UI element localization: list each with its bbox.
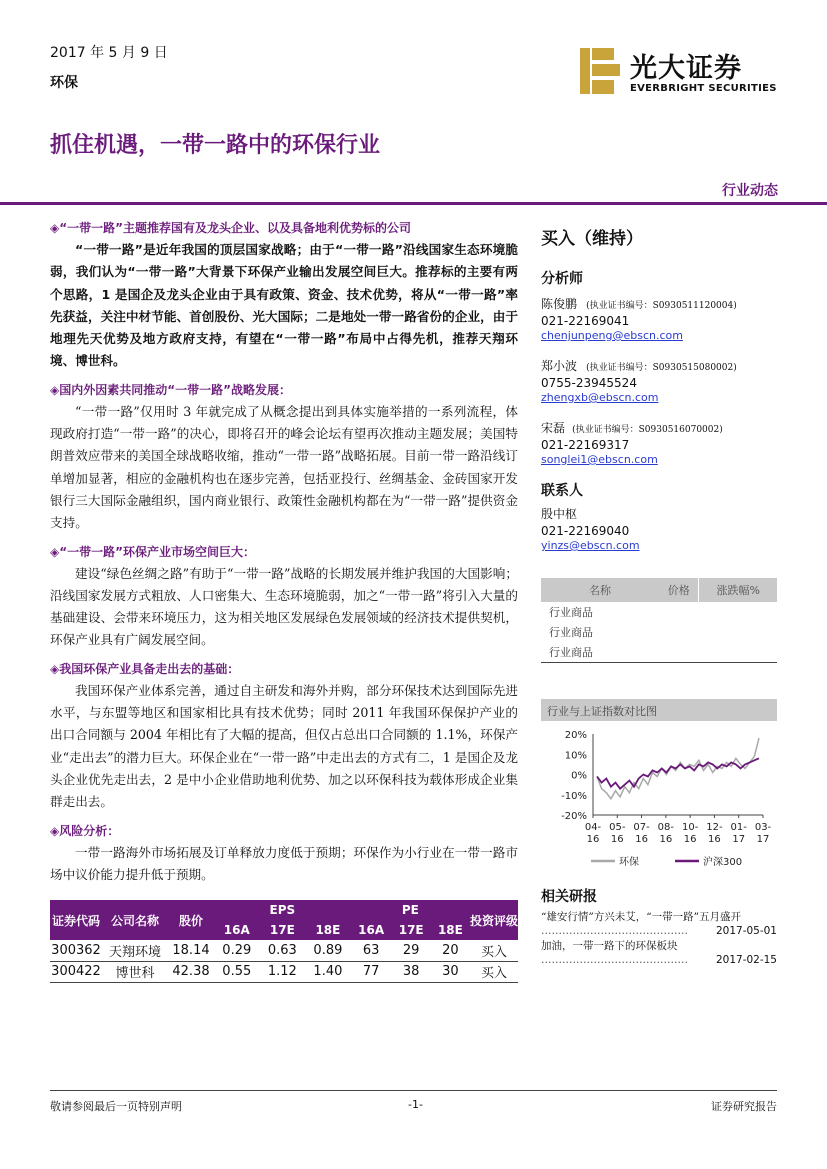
x-tick-label: 16 xyxy=(659,834,673,845)
x-tick-label: 16 xyxy=(708,834,721,845)
analyst-cert: (执业证书编号：S0930515080002) xyxy=(586,363,737,373)
x-tick-label: 16 xyxy=(610,834,624,845)
cell-code: 300362 xyxy=(50,940,102,961)
cell-value: 0.63 xyxy=(260,940,306,961)
analyst-cert: (执业证书编号：S0930511120004) xyxy=(586,301,737,311)
footer-disclaimer: 敬请参阅最后一页特别声明 xyxy=(50,1100,182,1113)
page-number: -1- xyxy=(408,1098,423,1111)
doc-type: 行业动态 xyxy=(722,183,778,199)
section-4-body: 我国环保产业体系完善，通过自主研发和海外并购，部分环保技术达到国际先进水平，与东盟等地区和国家相比具有技术优势；同时 2011 年我国环保保护产业的出口合同额与 2004 年相比有了大幅的提高，但仅占总出口合同额的 1.1%，环保产业“走出去”的潜力巨大。环保企业在“一带一路”中走出去的方式有二，1 是国企及龙头企业优先走出去，2 是中小企业借助地利优势、加之以环保科技为载体形成企业集群走出去。 xyxy=(50,682,518,810)
th-stock-price: 价格 xyxy=(659,578,699,602)
y-tick-label: 0% xyxy=(571,770,587,782)
y-tick-label: -10% xyxy=(561,790,587,802)
th-year: 17E xyxy=(260,920,306,940)
section-3-title: ◈“一带一路”环保产业市场空间巨大： xyxy=(50,544,256,559)
x-tick-label: 10- xyxy=(681,822,699,833)
th-rating: 投资评级 xyxy=(470,900,518,940)
page-title: 抓住机遇，一带一路中的环保行业 xyxy=(50,133,381,158)
header-divider xyxy=(0,202,827,205)
th-name: 公司名称 xyxy=(102,900,168,940)
cell-rating: 买入 xyxy=(470,961,518,982)
section-2-body: “一带一路”仅用时 3 年就完成了从概念提出到具体实施举措的一系列流程，体现政府打造“一带一路”的决心，即将召开的峰会论坛有望再次推动主题发展；美国特朗普效应带来的美国全球战略收缩，推动“一带一路”战略拓展。目前一带一路沿线订单增加显著，相应的金融机构也在逐步完善，包括亚投行、丝绸基金、金砖国家开发银行三大国际金融组织，国内商业银行、政策性金融机构都在为“一带一路”提供资金支持。 xyxy=(50,403,518,531)
stock-row-name: 行业商品 xyxy=(549,606,593,619)
cell-code: 300422 xyxy=(50,961,102,982)
cell-value: 1.12 xyxy=(260,961,306,982)
contact-name: 殷中枢 xyxy=(541,507,578,521)
cell-value: 38 xyxy=(392,961,431,982)
cell-value: 0.29 xyxy=(214,940,260,961)
main-column xyxy=(50,219,518,886)
rating: 买入（维持） xyxy=(541,229,643,249)
stock-price-table xyxy=(541,578,777,663)
x-tick-label: 05- xyxy=(609,822,626,833)
x-tick-label: 12- xyxy=(706,822,723,833)
contact-title: 联系人 xyxy=(541,483,583,499)
analyst-email[interactable]: zhengxb@ebscn.com xyxy=(541,391,659,404)
cell-value: 30 xyxy=(431,961,470,982)
x-tick-label: 16 xyxy=(635,834,648,845)
cell-value: 29 xyxy=(392,940,431,961)
analyst-name: 郑小波 xyxy=(541,359,578,373)
stock-row-name: 行业商品 xyxy=(549,645,593,659)
x-tick-label: 16 xyxy=(683,834,697,845)
cell-rating: 买入 xyxy=(470,940,518,961)
table-row xyxy=(541,642,777,662)
table-row xyxy=(541,602,777,622)
y-tick-label: 10% xyxy=(564,750,587,762)
cell-value: 77 xyxy=(351,961,392,982)
leader-dots: …………………………………… xyxy=(541,925,688,937)
related-item-title[interactable]: “雄安行情”方兴未艾，“一带一路”五月盛开 xyxy=(541,911,741,923)
cell-value: 1.40 xyxy=(305,961,351,982)
contact-email[interactable]: yinzs@ebscn.com xyxy=(541,539,640,552)
analyst-entry xyxy=(541,355,777,404)
analysts-block xyxy=(541,268,777,552)
x-tick-label: 07- xyxy=(633,822,650,833)
analyst-cert: (执业证书编号：S0930516070002) xyxy=(572,425,723,435)
x-tick-label: 03- xyxy=(754,822,772,833)
cell-value: 63 xyxy=(351,940,392,961)
analyst-phone: 0755-23945524 xyxy=(541,376,637,390)
legend-label: 沪深300 xyxy=(703,857,743,868)
cell-price: 18.14 xyxy=(168,940,214,961)
cell-value: 20 xyxy=(431,940,470,961)
analyst-name: 陈俊鹏 xyxy=(541,297,578,311)
th-price: 股价 xyxy=(168,900,214,940)
th-year: 18E xyxy=(305,920,351,940)
chart-title: 行业与上证指数对比图 xyxy=(541,699,777,721)
leader-dots: …………………………………… xyxy=(541,954,688,966)
valuation-table xyxy=(50,900,518,983)
th-eps: EPS xyxy=(214,900,351,920)
series-line-环保 xyxy=(597,738,759,799)
cell-name: 天翔环境 xyxy=(102,940,168,961)
related-item-date: 2017-05-01 xyxy=(715,925,777,937)
x-tick-label: 01- xyxy=(730,822,747,833)
everbright-logo-icon xyxy=(578,46,624,96)
section-4-title: ◈我国环保产业具备走出去的基础： xyxy=(50,661,240,676)
x-tick-label: 08- xyxy=(657,822,675,833)
analyst-email[interactable]: chenjunpeng@ebscn.com xyxy=(541,329,683,342)
logo-text: 光大证券 xyxy=(630,53,742,84)
th-pe: PE xyxy=(351,900,470,920)
related-reports xyxy=(541,886,777,966)
th-code: 证券代码 xyxy=(50,900,102,940)
report-date: 2017 年 5 月 9 日 xyxy=(50,45,168,61)
section-5-title: ◈风险分析： xyxy=(50,823,120,838)
related-item-date: 2017-02-15 xyxy=(715,954,777,966)
table-row xyxy=(541,622,777,642)
y-tick-label: 20% xyxy=(564,730,587,741)
th-stock-name: 名称 xyxy=(541,578,659,602)
cell-value: 0.55 xyxy=(214,961,260,982)
x-tick-label: 04- xyxy=(584,822,602,833)
cell-price: 42.38 xyxy=(168,961,214,982)
series-line-沪深300 xyxy=(597,758,759,788)
th-year: 16A xyxy=(214,920,260,940)
section-1-title: ◈“一带一路”主题推荐国有及龙头企业、以及具备地利优势标的公司 xyxy=(50,221,412,235)
cell-value: 0.89 xyxy=(305,940,351,961)
table-row xyxy=(50,961,518,982)
th-stock-change: 涨跌幅% xyxy=(699,578,777,602)
related-item-line xyxy=(541,925,777,937)
analyst-email[interactable]: songlei1@ebscn.com xyxy=(541,453,658,466)
analyst-entry xyxy=(541,417,777,466)
related-title: 相关研报 xyxy=(541,889,597,905)
y-tick-label: -20% xyxy=(561,811,587,822)
section-2-title: ◈国内外因素共同推动“一带一路”战略发展： xyxy=(50,382,292,397)
analyst-entry xyxy=(541,293,777,342)
comparison-chart xyxy=(541,728,777,873)
th-year: 17E xyxy=(392,920,431,940)
x-tick-label: 17 xyxy=(756,834,770,845)
footer-divider xyxy=(50,1090,777,1091)
footer-report-type: 证券研究报告 xyxy=(711,1100,777,1113)
analysts-title: 分析师 xyxy=(541,271,583,287)
related-item-title[interactable]: 加油，一带一路下的环保板块 xyxy=(541,940,678,952)
stock-row-name: 行业商品 xyxy=(549,626,593,639)
section-1-body: “一带一路”是近年我国的顶层国家战略；由于“一带一路”沿线国家生态环境脆弱，我们认为“一带一路”大背景下环保产业输出发展空间巨大。推荐标的主要有两个思路，1 是国企及龙头企业由于具有政策、资金、技术优势，将从“一带一路”率先获益，关注中材节能、首创股份、光大国际；二是地处一带一路省份的企业，由于地理先天优势及地方政府支持，有望在“一带一路”布局中占得先机，推荐天翔环境、博世科。 xyxy=(50,242,518,369)
analyst-name: 宋磊 xyxy=(541,421,566,435)
table-row xyxy=(50,940,518,961)
logo-english: EVERBRIGHT SECURITIES xyxy=(630,83,777,94)
related-item-line xyxy=(541,954,777,966)
legend-label: 环保 xyxy=(619,857,639,868)
th-year: 16A xyxy=(351,920,392,940)
cell-name: 博世科 xyxy=(102,961,168,982)
sector-label: 环保 xyxy=(50,75,78,91)
analyst-phone: 021-22169317 xyxy=(541,438,630,452)
section-3-body: 建设“绿色丝绸之路”有助于“一带一路”战略的长期发展并维护我国的大国影响；沿线国家发展方式粗放、人口密集大、生态环境脆弱，加之“一带一路”将引入大量的基础建设、会带来环境压力，这为相关地区发展绿色发展领域的经济技术提供契机，环保产业具有广阔发展空间。 xyxy=(50,565,518,648)
x-tick-label: 16 xyxy=(586,834,600,845)
contact-phone: 021-22169040 xyxy=(541,524,630,538)
x-tick-label: 17 xyxy=(732,834,746,845)
analyst-phone: 021-22169041 xyxy=(541,314,630,328)
section-5-body: 一带一路海外市场拓展及订单释放力度低于预期；环保作为小行业在一带一路市场中议价能力提升低于预期。 xyxy=(50,844,518,882)
th-year: 18E xyxy=(431,920,470,940)
